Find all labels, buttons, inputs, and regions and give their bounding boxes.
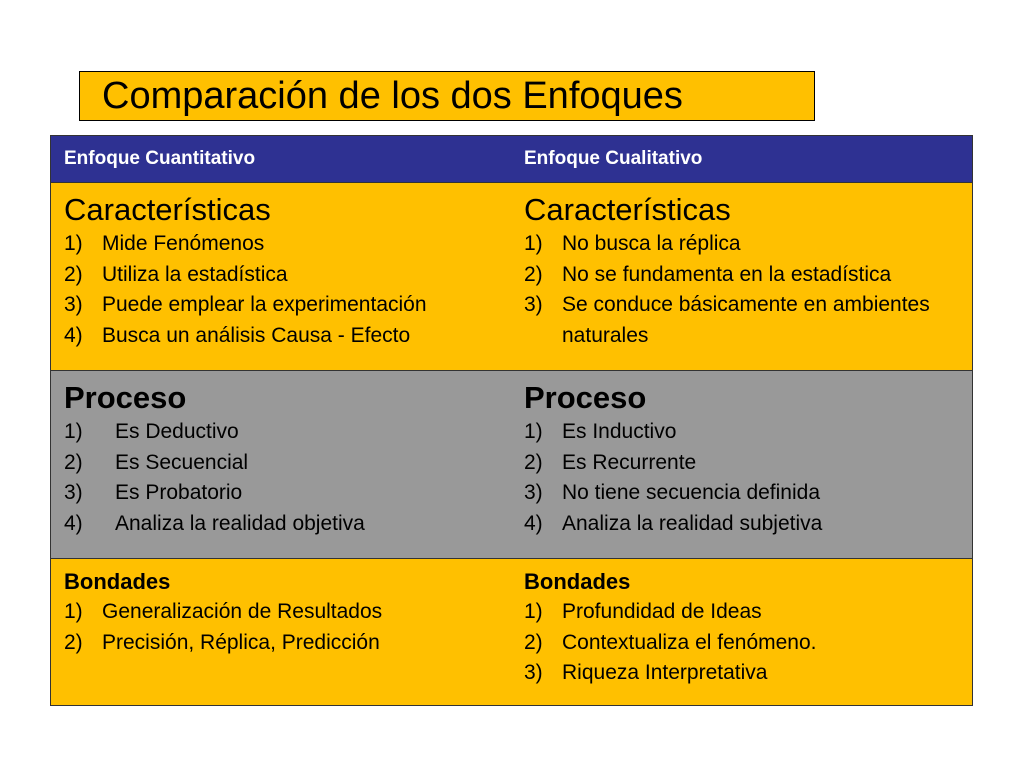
- list-item: [64, 321, 511, 352]
- benefits-quantitative-cell: [51, 559, 511, 705]
- list-item: [524, 290, 971, 351]
- list-item: [64, 290, 511, 321]
- list-item: [64, 509, 511, 540]
- list-item-number: 3): [524, 481, 543, 504]
- list-item: [64, 229, 511, 260]
- list-item-number: 4): [64, 323, 83, 347]
- list-item-number: 4): [524, 511, 543, 535]
- list-item-number: 3): [524, 661, 543, 684]
- list-item: [64, 448, 511, 479]
- section-heading: Proceso: [524, 380, 647, 415]
- list-item-number: 2): [64, 262, 83, 286]
- list-item-text: No se fundamenta en la estadística: [562, 262, 892, 286]
- process-quantitative-list: [64, 417, 511, 539]
- list-item-number: 2): [524, 630, 543, 654]
- list-item: [64, 260, 511, 291]
- process-row: [51, 370, 972, 558]
- list-item-text: Profundidad de Ideas: [562, 600, 762, 623]
- slide-title: Comparación de los dos Enfoques: [79, 71, 815, 121]
- list-item-number: 2): [524, 450, 543, 474]
- benefits-qualitative-cell: [511, 559, 971, 705]
- list-item-number: 1): [524, 420, 543, 443]
- list-item-number: 1): [524, 232, 543, 255]
- list-item-text: Es Deductivo: [115, 420, 239, 443]
- list-item: [524, 597, 971, 628]
- list-item-text: Se conduce básicamente en ambientes naturales: [562, 293, 930, 347]
- list-item-number: 1): [64, 232, 83, 255]
- list-item-number: 3): [64, 481, 83, 504]
- section-heading: Proceso: [64, 380, 187, 415]
- section-heading: Bondades: [524, 569, 631, 594]
- list-item-number: 3): [524, 293, 543, 316]
- section-heading: Características: [64, 192, 271, 227]
- list-item-text: Generalización de Resultados: [102, 600, 383, 623]
- list-item: [524, 478, 971, 509]
- list-item: [524, 260, 971, 291]
- list-item-text: Precisión, Réplica, Predicción: [102, 630, 380, 654]
- column-header-qualitative: Enfoque Cualitativo: [524, 148, 703, 169]
- list-item: [64, 478, 511, 509]
- benefits-row: [51, 558, 972, 705]
- list-item-number: 1): [524, 600, 543, 623]
- list-item: [524, 509, 971, 540]
- list-item-text: Es Recurrente: [562, 450, 697, 474]
- list-item: [64, 417, 511, 448]
- process-qualitative-cell: [511, 371, 971, 558]
- list-item-text: Es Inductivo: [562, 420, 677, 443]
- features-qualitative-cell: [511, 183, 971, 370]
- list-item-text: Busca un análisis Causa - Efecto: [102, 323, 411, 347]
- list-item-text: Analiza la realidad subjetiva: [562, 511, 823, 535]
- list-item: [64, 597, 511, 628]
- list-item: [524, 658, 971, 689]
- list-item-number: 2): [64, 450, 83, 474]
- list-item-text: Riqueza Interpretativa: [562, 661, 768, 684]
- features-qualitative-list: [524, 229, 971, 351]
- list-item-text: Puede emplear la experimentación: [102, 293, 427, 316]
- list-item: [524, 229, 971, 260]
- benefits-quantitative-list: [64, 597, 511, 658]
- list-item: [524, 628, 971, 659]
- section-heading: Bondades: [64, 569, 171, 594]
- list-item-text: No busca la réplica: [562, 232, 741, 255]
- list-item-number: 2): [524, 262, 543, 286]
- list-item: [524, 448, 971, 479]
- features-row: [51, 182, 972, 370]
- list-item-number: 1): [64, 420, 83, 443]
- section-heading: Características: [524, 192, 731, 227]
- column-header-quantitative: Enfoque Cuantitativo: [64, 148, 256, 169]
- list-item-text: Contextualiza el fenómeno.: [562, 630, 817, 654]
- list-item-number: 2): [64, 630, 83, 654]
- features-quantitative-cell: [51, 183, 511, 370]
- list-item-text: Analiza la realidad objetiva: [115, 511, 365, 535]
- list-item-number: 3): [64, 293, 83, 316]
- comparison-table: [50, 135, 973, 706]
- process-quantitative-cell: [51, 371, 511, 558]
- list-item-text: No tiene secuencia definida: [562, 481, 821, 504]
- list-item-number: 1): [64, 600, 83, 623]
- process-qualitative-list: [524, 417, 971, 539]
- benefits-qualitative-list: [524, 597, 971, 689]
- features-quantitative-list: [64, 229, 511, 351]
- list-item-text: Utiliza la estadística: [102, 262, 288, 286]
- list-item-text: Es Probatorio: [115, 481, 243, 504]
- list-item-text: Mide Fenómenos: [102, 232, 265, 255]
- list-item: [64, 628, 511, 659]
- table-header-row: [51, 136, 972, 182]
- list-item: [524, 417, 971, 448]
- list-item-number: 4): [64, 511, 83, 535]
- list-item-text: Es Secuencial: [115, 450, 249, 474]
